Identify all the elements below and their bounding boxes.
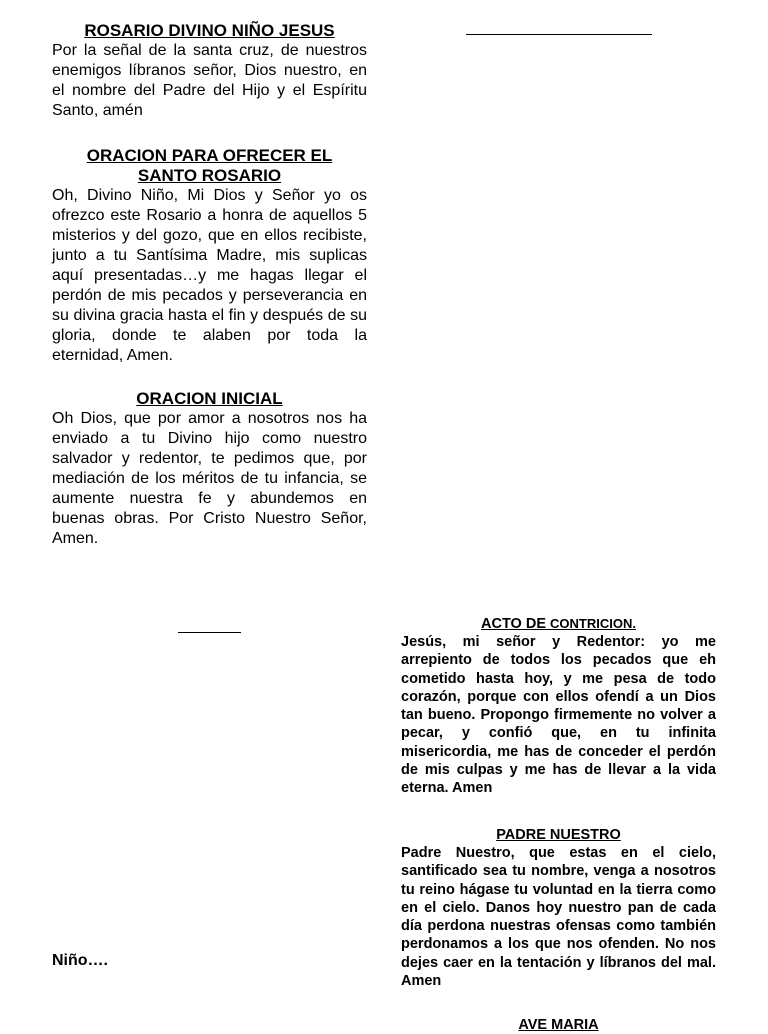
footer-nino-text: Niño….	[52, 952, 108, 969]
section-title-ofrecer-line2: SANTO ROSARIO	[137, 166, 282, 185]
section-title-rosario: ROSARIO DIVINO NIÑO JESUS	[84, 21, 335, 40]
top-right-rule	[466, 34, 652, 35]
section-text-inicial: Oh Dios, que por amor a nosotros nos ha enviado a tu Divino hijo como nuestro salvador y redentor, te pedimos que, por mediación de los méritos de tu infancia, se aumente nuestra fe y abundemos en buenas obras. Por Cristo Nuestro Señor, Amen.	[52, 410, 367, 547]
section-text-rosario: Por la señal de la santa cruz, de nuestros enemigos líbranos señor, Dios nuestro, en el nombre del Padre del Hijo y el Espíritu Santo, amén	[52, 42, 367, 119]
section-title-contricion	[401, 615, 716, 633]
section-title-ofrecer-line1: ORACION PARA OFRECER EL	[86, 146, 333, 165]
section-text-padre-nuestro: Padre Nuestro, que estas en el cielo, santificado sea tu nombre, venga a nosotros tu reino hágase tu voluntad en la tierra como en el cielo. Danos hoy nuestro pan de cada día perdona nuestras ofensas como también perdonamos a los que nos ofenden. No nos dejes caer en la tentación y líbranos del mal. Amen	[401, 845, 716, 990]
section-text-ofrecer: Oh, Divino Niño, Mi Dios y Señor yo os ofrezco este Rosario a honra de aquellos 5 misterios y del gozo, que en ellos recibiste, junto a tu Santísima Madre, mis suplicas aquí presentadas…y me hagas llegar el perdón de mis pecados y perseverancia en su divina gracia hasta el fin y después de su gloria, donde te alaben por toda la eternidad, Amen.	[52, 187, 367, 364]
section-title-ave-maria: AVE MARIA	[518, 1017, 599, 1033]
section-oracion-inicial	[52, 389, 367, 549]
section-text-contricion: Jesús, mi señor y Redentor: yo me arrepiento de todos los pecados que eh cometido hasta hoy, y me pesa de todo corazón, porque con ellos ofendí a un Dios tan bueno. Propongo firmemente no volver a pecar, y confió que, en tu infinita misericordia, me has de conceder el perdón de mis culpas y me has de llevar a la vida eterna. Amen	[401, 634, 716, 797]
section-title-inicial: ORACION INICIAL	[136, 389, 283, 408]
section-rosario-intro	[52, 21, 367, 121]
section-acto-contricion	[401, 615, 716, 798]
section-oracion-ofrecer	[52, 146, 367, 366]
section-ave-maria	[401, 1016, 716, 1034]
section-padre-nuestro	[401, 826, 716, 990]
section-title-padre-nuestro: PADRE NUESTRO	[496, 827, 621, 843]
footer-nino	[52, 951, 252, 971]
section-title-contricion-b: CONTRICION.	[550, 616, 636, 631]
bottom-left-rule	[178, 632, 241, 633]
section-title-contricion-a: ACTO DE	[481, 616, 551, 632]
